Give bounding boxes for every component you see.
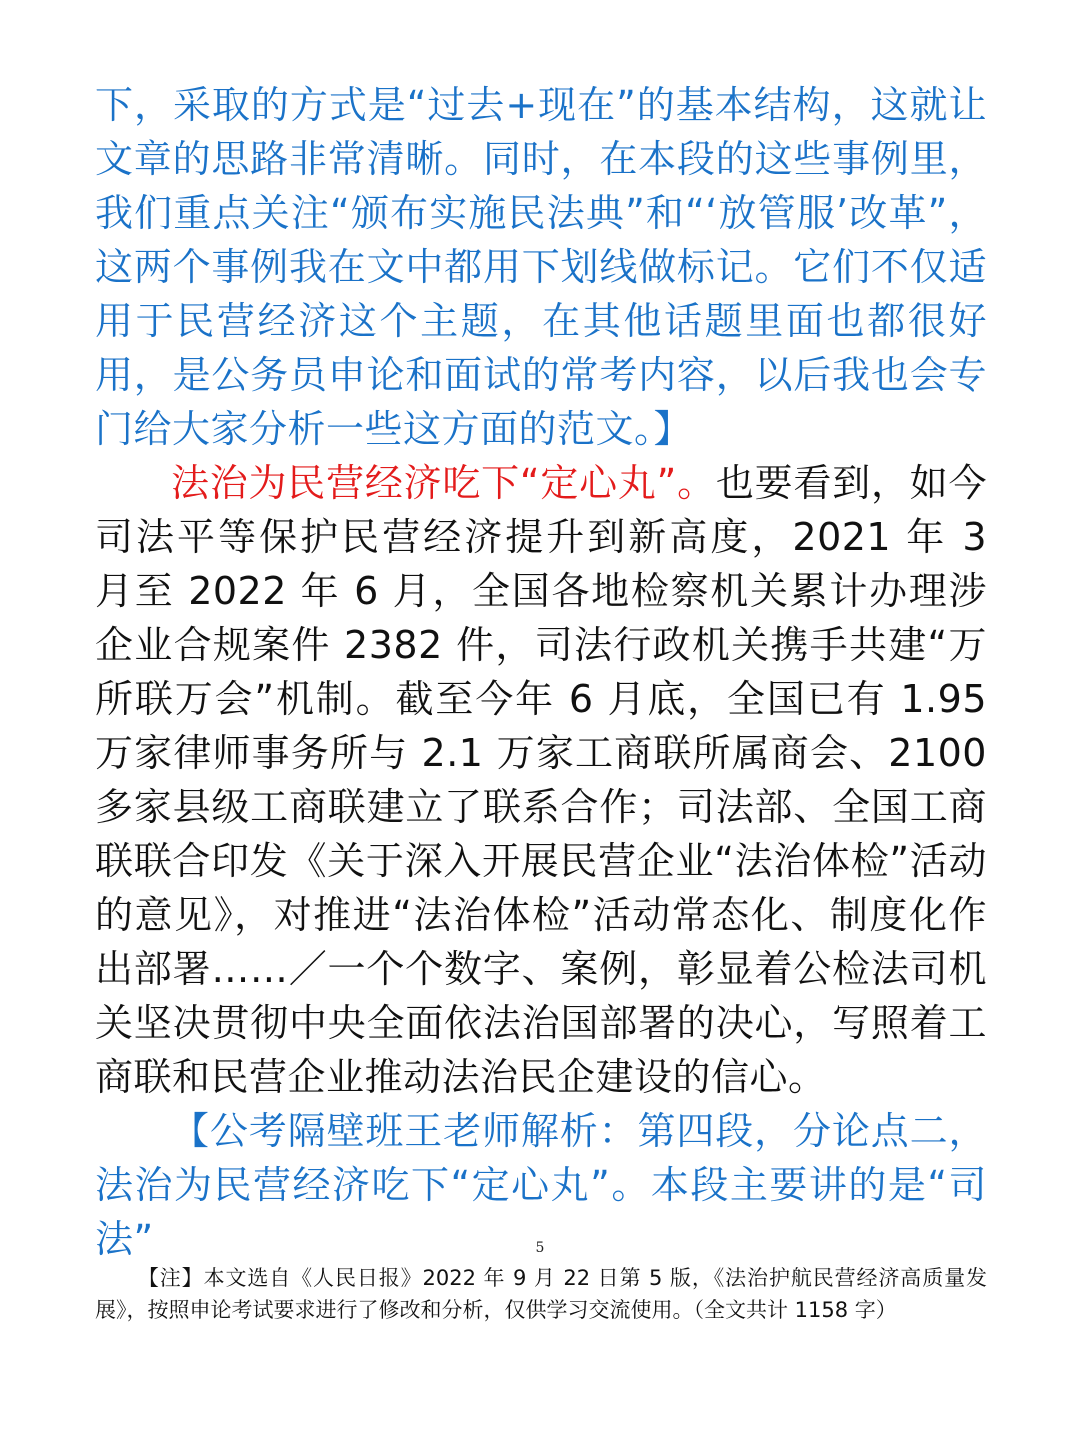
footnote-text: 【注】本文选自《人民日报》2022 年 9 月 22 日第 5 版，《法治护航民营经济高质量发展》，按照申论考试要求进行了修改和分析，仅供学习交流使用。（全文共计 1158 字）	[95, 1266, 987, 1322]
analysis-paragraph-3-continued: 下，采取的方式是“过去+现在”的基本结构，这就让文章的思路非常清晰。同时，在本段的这些事例里，我们重点关注“颁布实施民法典”和“‘放管服’改革”，这两个事例我在文中都用下划线做标记。它们不仅适用于民营经济这个主题，在其他话题里面也都很好用，是公务员申论和面试的常考内容，以后我也会专门给大家分析一些这方面的范文。】	[95, 83, 987, 451]
body-paragraph-4	[95, 456, 987, 1104]
analysis-paragraph-4: 【公考隔壁班王老师解析：第四段，分论点二，法治为民营经济吃下“定心丸”。本段主要讲的是“司法”	[95, 1109, 987, 1261]
sub-argument-heading: 法治为民营经济吃下“定心丸”。	[171, 461, 716, 505]
footnote	[95, 1262, 987, 1326]
body-paragraph-4-text: 也要看到，如今司法平等保护民营经济提升到新高度，2021 年 3 月至 2022 年 6 月，全国各地检察机关累计办理涉企业合规案件 2382 件，司法行政机关携手共建“万所联万会”机制。截至今年 6 月底，全国已有 1.95 万家律师事务所与 2.1 万家工商联所属商会、2100 多家县级工商联建立了联系合作；司法部、全国工商联联合印发《关于深入开展民营企业“法治体检”活动的意见》，对推进“法治体检”活动常态化、制度化作出部署……／一个个数字、案例，彰显着公检法司机关坚决贯彻中央全面依法治国部署的决心，写照着工商联和民营企业推动法治民企建设的信心。	[95, 461, 987, 1099]
page-number: 5	[535, 1240, 545, 1256]
document-body	[95, 78, 987, 1266]
